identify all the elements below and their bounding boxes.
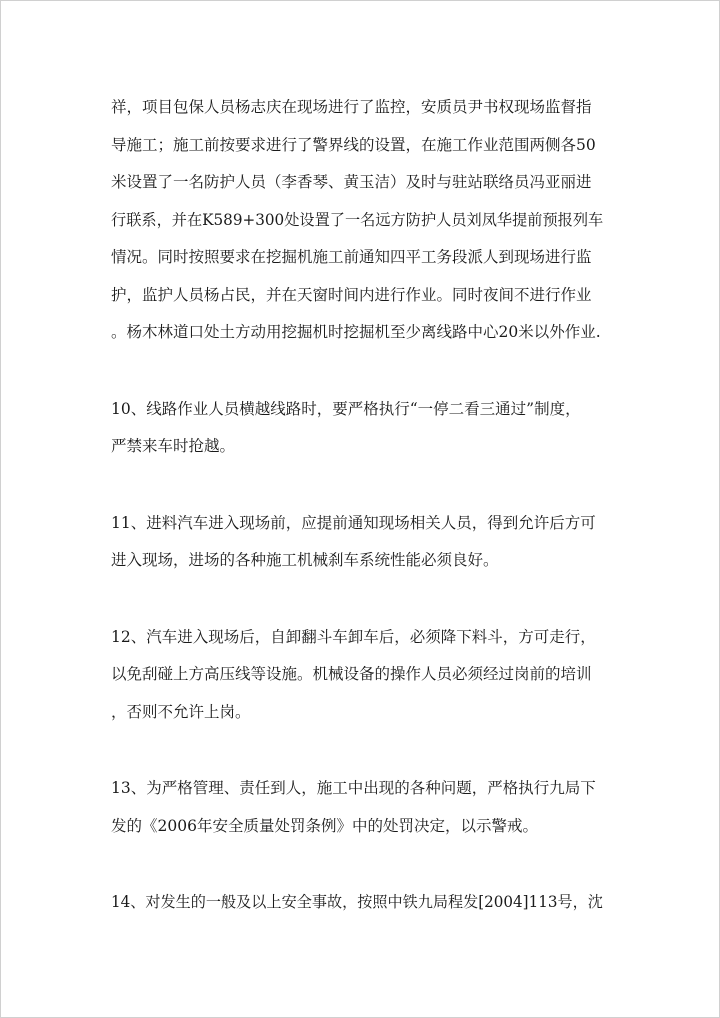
- text-line: 14、对发生的一般及以上安全事故，按照中铁九局程发[2004]113号，沈: [111, 893, 603, 911]
- text-line: 进入现场，进场的各种施工机械刹车系统性能必须良好。: [111, 551, 499, 569]
- text-line: ，否则不允许上岗。: [111, 703, 251, 721]
- text-line: 13、为严格管理、责任到人，施工中出现的各种问题，严格执行九局下: [111, 779, 596, 797]
- text-line: 发的《2006年安全质量处罚条例》中的处罚决定，以示警戒。: [111, 817, 538, 835]
- text-line: 11、进料汽车进入现场前，应提前通知现场相关人员，得到允许后方可: [111, 514, 596, 532]
- text-line: 导施工；施工前按要求进行了警界线的设置，在施工作业范围两侧各50: [111, 136, 596, 154]
- text-line: 米设置了一名防护人员（李香琴、黄玉洁）及时与驻站联络员冯亚丽进: [111, 173, 592, 191]
- text-line: 。杨木林道口处土方动用挖掘机时挖掘机至少离线路中心20米以外作业.: [111, 323, 601, 341]
- text-line: 10、线路作业人员横越线路时，要严格执行“一停二看三通过”制度，: [111, 400, 581, 418]
- text-line: 祥，项目包保人员杨志庆在现场进行了监控，安质员尹书权现场监督指: [111, 98, 592, 116]
- text-line: 护，监护人员杨占民，并在天窗时间内进行作业。同时夜间不进行作业: [111, 286, 592, 304]
- text-line: 行联系，并在K589+300处设置了一名远方防护人员刘凤华提前预报列车: [111, 211, 604, 229]
- text-line: 情况。同时按照要求在挖掘机施工前通知四平工务段派人到现场进行监: [111, 248, 592, 266]
- text-line: 严禁来车时抢越。: [111, 437, 236, 455]
- text-line: 以免刮碰上方高压线等设施。机械设备的操作人员必须经过岗前的培训: [111, 665, 592, 683]
- text-line: 12、汽车进入现场后，自卸翻斗车卸车后，必须降下料斗，方可走行，: [111, 628, 596, 646]
